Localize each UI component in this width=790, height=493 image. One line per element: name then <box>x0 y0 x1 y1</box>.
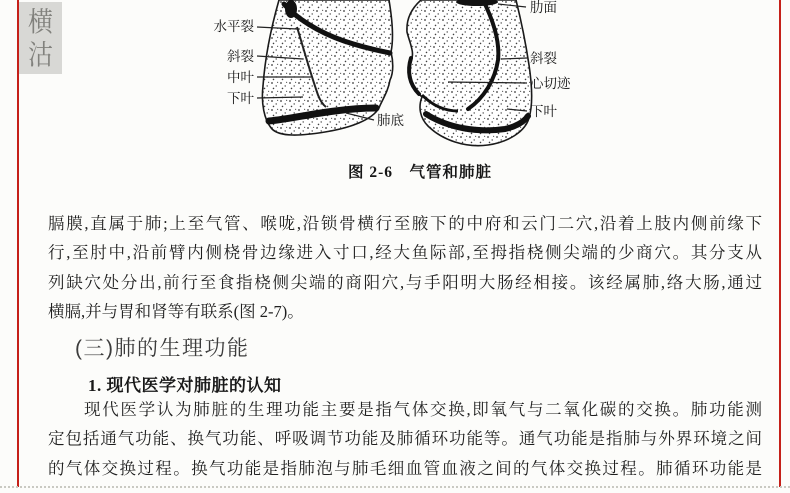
label-lower-lobe-right: 下叶 <box>530 104 557 119</box>
seal-char-bottom: 沽 <box>27 38 53 71</box>
text-line: 列缺穴处分出,前行至食指桡侧尖端的商阳穴,与手阳明大肠经相接。该经属肺,络大肠,通过 <box>48 272 762 292</box>
left-lung-shape <box>407 0 532 146</box>
label-costal-surface: 肋面 <box>530 0 557 15</box>
label-lung-base: 肺底 <box>377 113 404 128</box>
body-paragraph-1 <box>48 209 762 327</box>
label-lower-lobe-left: 下叶 <box>227 91 254 106</box>
label-horizontal-fissure: 水平裂 <box>213 19 254 34</box>
text-line: 横膈,并与胃和肾等有联系(图 2-7)。 <box>48 302 304 322</box>
section-heading: (三)肺的生理功能 <box>75 337 250 360</box>
label-middle-lobe: 中叶 <box>227 70 254 85</box>
seal-char-top: 横 <box>27 5 53 38</box>
body-paragraph-2 <box>48 395 762 483</box>
text-line: 定包括通气功能、换气功能、呼吸调节功能及肺循环功能等。通气功能是指肺与外界环境之间 <box>48 429 762 449</box>
label-cardiac-notch: 心切迹 <box>530 76 571 91</box>
text-line: 行,至肘中,沿前臂内侧桡骨边缘进入寸口,经大鱼际部,至拇指桡侧尖端的少商穴。其分支从 <box>48 243 762 263</box>
right-lung-shape <box>262 0 392 135</box>
page-bottom-edge <box>0 486 790 488</box>
figure-caption: 图 2-6 气管和肺脏 <box>347 164 493 181</box>
text-line: 现代医学认为肺脏的生理功能主要是指气体交换,即氧气与二氧化碳的交换。肺功能测 <box>84 400 762 419</box>
label-oblique-fissure-left: 斜裂 <box>227 49 254 64</box>
label-oblique-fissure-right: 斜裂 <box>530 51 557 66</box>
text-line: 膈膜,直属于肺;上至气管、喉咙,沿锁骨横行至腋下的中府和云门二穴,沿着上肢内侧前缘下 <box>48 214 762 233</box>
text-line: 的气体交换过程。换气功能是指肺泡与肺毛细血管血液之间的气体交换过程。肺循环功能是 <box>48 458 762 478</box>
lung-diagram <box>0 0 790 160</box>
subsection-heading: 1. 现代医学对肺脏的认知 <box>88 376 282 395</box>
